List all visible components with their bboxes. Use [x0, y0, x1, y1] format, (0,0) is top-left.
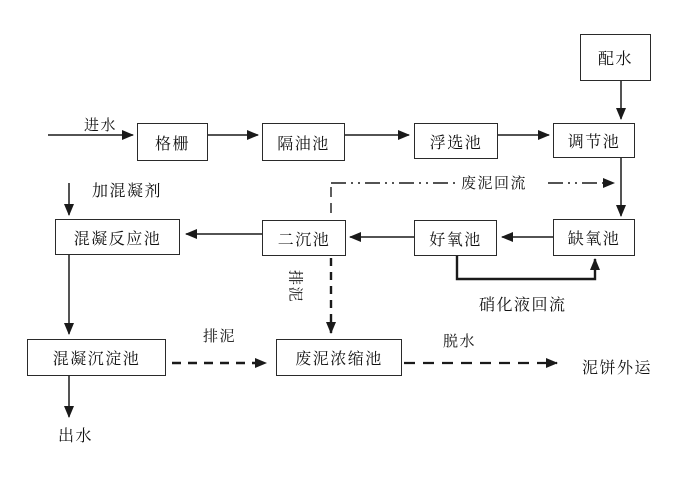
box-coagulation-sedimentation-tank: 混凝沉淀池: [27, 339, 166, 376]
arrow-nitrified-liquid-return-loop: [457, 256, 595, 279]
box-anoxic-tank: 缺氧池: [553, 219, 635, 256]
box-flotation-tank: 浮选池: [414, 123, 498, 159]
label-influent: 进水: [84, 117, 118, 134]
box-secondary-sedimentation-tank: 二沉池: [262, 220, 346, 256]
box-bar-screen: 格栅: [137, 123, 208, 161]
label-sludge-cake-transport: 泥饼外运: [582, 360, 653, 377]
label-nitrified-liquid-return: 硝化液回流: [479, 297, 567, 314]
box-aerobic-tank: 好氧池: [414, 220, 497, 256]
box-oil-separation-tank: 隔油池: [262, 123, 345, 161]
label-dewatering: 脱水: [443, 333, 477, 350]
label-sludge-discharge: 排泥: [203, 328, 237, 345]
box-water-distribution: 配水: [580, 34, 651, 81]
box-coagulation-reaction-tank: 混凝反应池: [55, 219, 180, 255]
label-waste-sludge-return: 废泥回流: [461, 175, 528, 192]
box-waste-sludge-thickening-tank: 废泥浓缩池: [276, 339, 402, 376]
label-sludge-discharge-vertical: 排泥: [286, 269, 304, 303]
label-add-coagulant: 加混凝剂: [92, 183, 163, 200]
label-effluent: 出水: [58, 428, 94, 445]
box-equalization-tank: 调节池: [553, 123, 635, 158]
